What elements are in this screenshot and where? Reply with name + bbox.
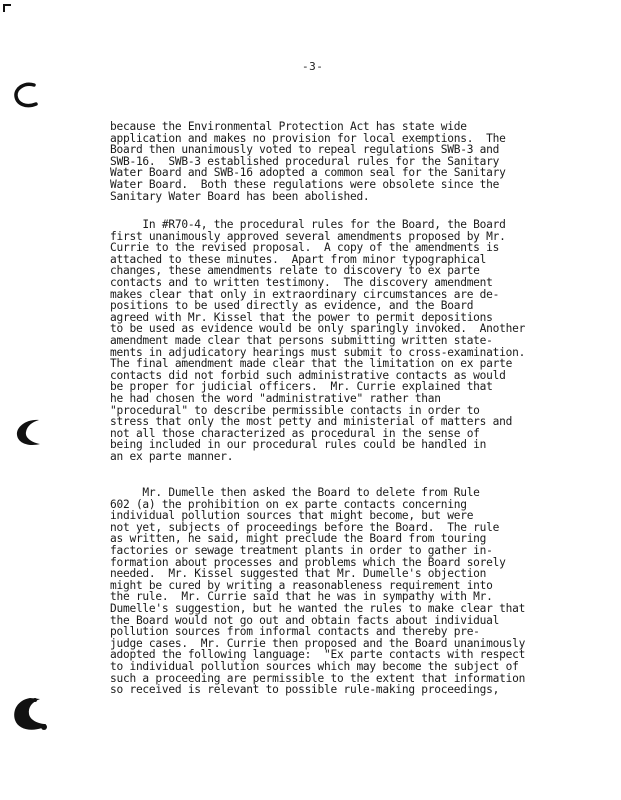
corner-mark-icon	[3, 4, 12, 13]
paragraph-procedural-rules-amendments: In #R70-4, the procedural rules for the Board, the Board first unanimously approved several amendments proposed by Mr. Currie to the revised proposal. A copy of the amendments is attached to these minutes. Apart from minor typographical changes, these amendments relate to discovery to ex parte contacts and to written testimony. The discovery amendment makes clear that only in extraordinary circumstances are de- positions to be used directly as evidence, and the Board agreed with Mr. Kissel that the power to permit depositions to be used as evidence would be only sparingly invoked. Another amendment made clear that persons submitting written state- ments in adjudicatory hearings must submit to cross-examination. The final amendment made clear that the limitation on ex parte contacts did not forbid such administrative contacts as would be proper for judicial officers. Mr. Currie explained that he had chosen the word "administrative" rather than "procedural" to describe permissible contacts in order to stress that only the most petty and ministerial of matters and not all those characterized as procedural in the sense of being included in our procedural rules could be handled in an ex parte manner.	[110, 218, 526, 463]
page-number: -3-	[302, 60, 324, 73]
paragraph-ex-parte-contacts: Mr. Dumelle then asked the Board to delete from Rule 602 (a) the prohibition on ex parte contacts concerning individual pollution sources that might become, but were not yet, subjects of proceedings before the Board. The rule as written, he said, might preclude the Board from touring factories or sewage treatment plants in order to gather in- formation about processes and problems which the Board sorely needed. Mr. Kissel suggested that Mr. Dumelle's objection might be cured by writing a reasonableness requirement into the rule. Mr. Currie said that he was in sympathy with Mr. Dumelle's suggestion, but he wanted the rules to make clear that the Board would not go out and obtain facts about individual pollution sources from informal contacts and thereby pre- judge cases. Mr. Currie then proposed and the Board unanimously adopted the following language: "Ex parte contacts with respect to individual pollution sources which may become the subject of such a proceeding are permissible to the extent that information so received is relevant to possible rule-making proceedings,	[110, 486, 526, 697]
binder-hole-mark-icon	[12, 80, 40, 110]
paragraph-repeal-regulations: because the Environmental Protection Act has state wide application and makes no provision for local exemptions. The Board then unanimously voted to repeal regulations SWB-3 and SWB-16. SWB-3 established procedural rules for the Sanitary Water Board and SWB-16 adopted a common seal for the Sanitary Water Board. Both these regulations were obsolete since the Sanitary Water Board has been abolished.	[110, 120, 506, 203]
binder-hole-mark-icon	[10, 694, 52, 734]
binder-hole-mark-icon	[12, 416, 46, 450]
